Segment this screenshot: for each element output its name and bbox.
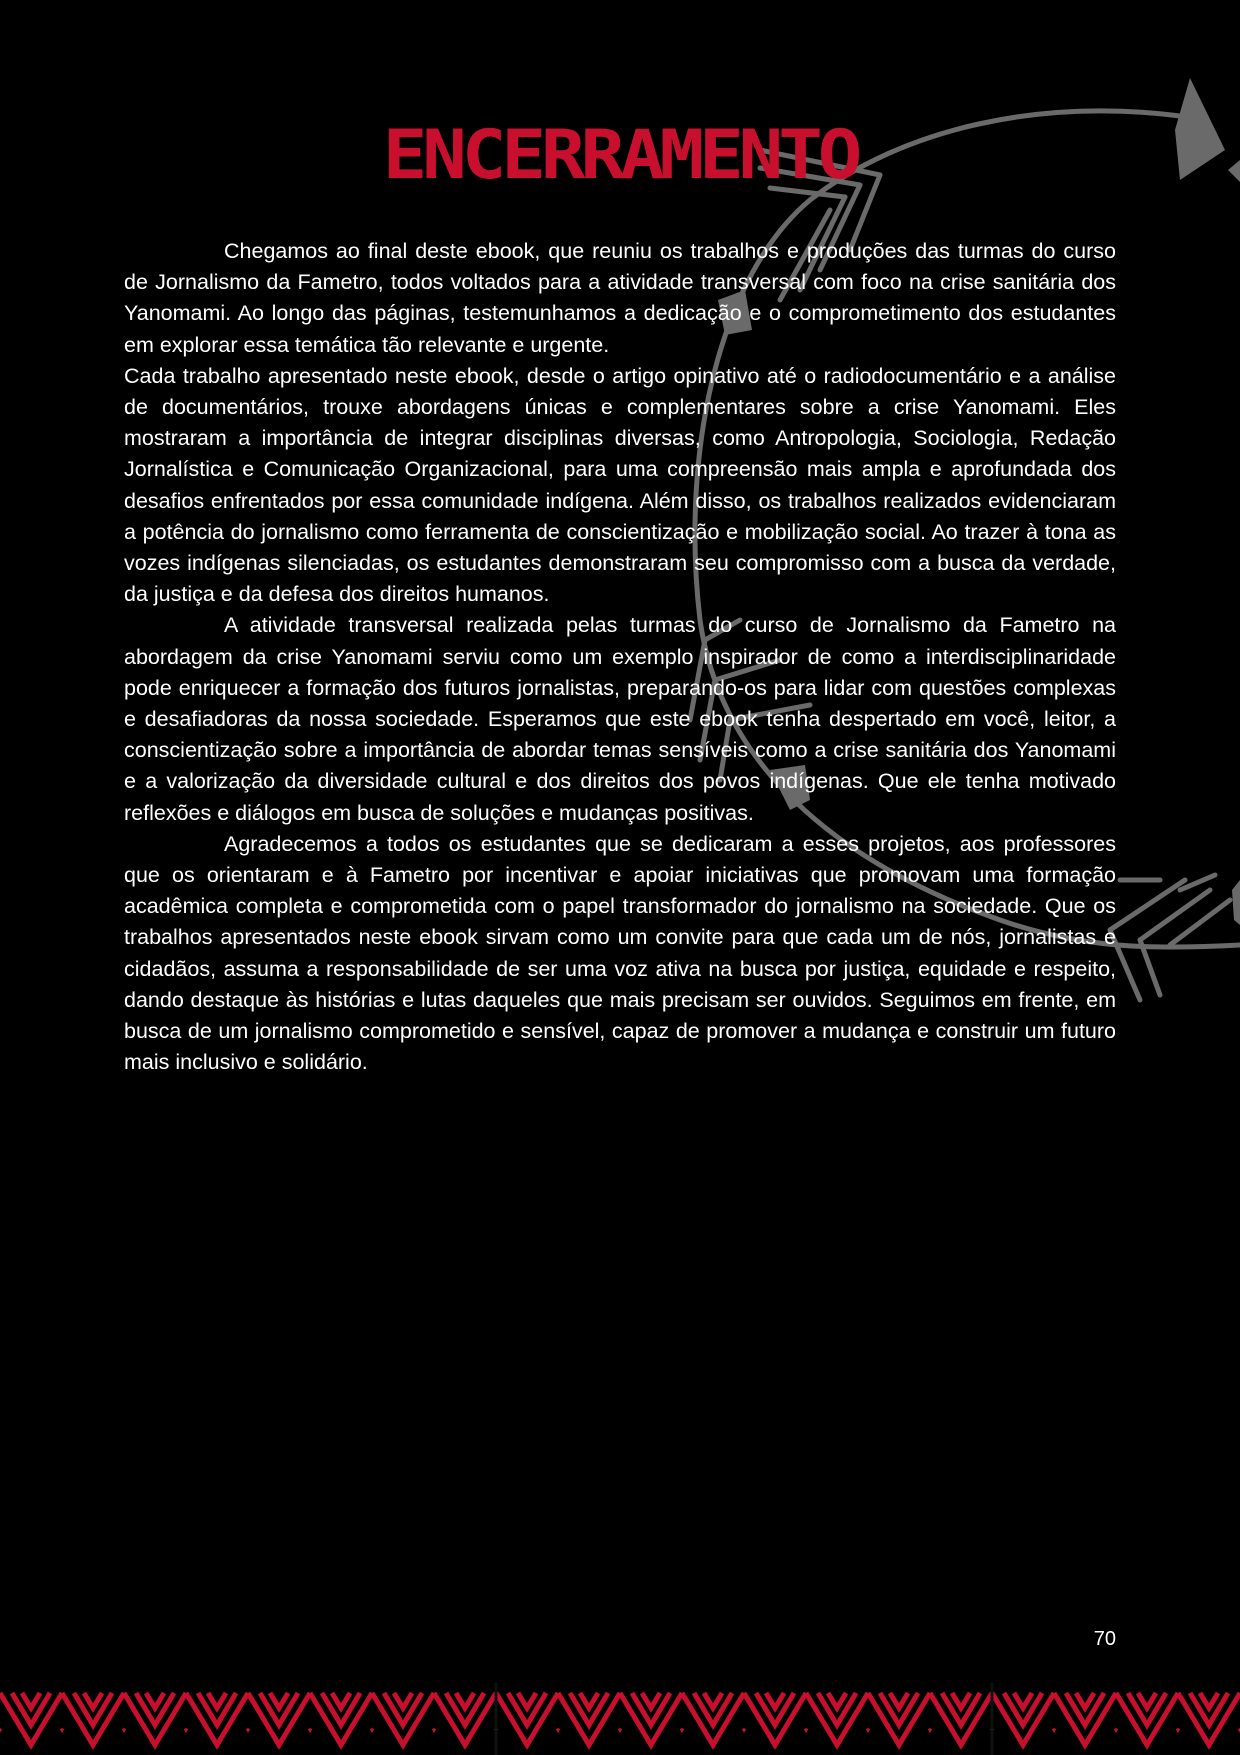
paragraph: Agradecemos a todos os estudantes que se dedicaram a esses projetos, aos professores que os orientaram e à Fametro por incentivar e apoiar iniciativas que promovam uma formação acadêmica completa e comprometida com o papel transformador do jornalismo na sociedade. Que os trabalhos apresentados neste ebook sirvam como um convite para que cada um de nós, jornalistas e cidadãos, assuma a responsabilidade de ser uma voz ativa na busca por justiça, equidade e respeito, dando destaque às histórias e lutas daqueles que mais precisam ser ouvidos. Seguimos em frente, em busca de um jornalismo comprometido e sensível, capaz de promover a mudança e construir um futuro mais inclusivo e solidário. xyxy=(124,831,1116,1075)
page-title: ENCERRAMENTO xyxy=(382,115,858,195)
page-number: 70 xyxy=(1093,1628,1116,1650)
zigzag-pattern-border xyxy=(0,1683,1240,1755)
body-text xyxy=(124,236,1116,1078)
paragraph: A atividade transversal realizada pelas turmas do curso de Jornalismo da Fametro na abordagem da crise Yanomami serviu como um exemplo inspirador de como a interdisciplinaridade pode enriquecer a formação dos futuros jornalistas, preparando-os para lidar com questões complexas e desafiadoras da nossa sociedade. Esperamos que este ebook tenha despertado em você, leitor, a conscientização sobre a importância de abordar temas sensíveis como a crise sanitária dos Yanomami e a valorização da diversidade cultural e dos direitos dos povos indígenas. Que ele tenha motivado reflexões e diálogos em busca de soluções e mudanças positivas. xyxy=(124,613,1116,825)
paragraph: Chegamos ao final deste ebook, que reuniu os trabalhos e produções das turmas do curso de Jornalismo da Fametro, todos voltados para a atividade transversal com foco na crise sanitária dos Yanomami. Ao longo das páginas, testemunhamos a dedicação e o comprometimento dos estudantes em explorar essa temática tão relevante e urgente. xyxy=(124,239,1116,357)
paragraph: Cada trabalho apresentado neste ebook, desde o artigo opinativo até o radiodocumentário e a análise de documentários, trouxe abordagens únicas e complementares sobre a crise Yanomami. Eles mostraram a importância de integrar disciplinas diversas, como Antropologia, Sociologia, Redação Jornalística e Comunicação Organizacional, para uma compreensão mais ampla e aprofundada dos desafios enfrentados por essa comunidade indígena. Além disso, os trabalhos realizados evidenciaram a potência do jornalismo como ferramenta de conscientização e mobilização social. Ao trazer à tona as vozes indígenas silenciadas, os estudantes demonstraram seu compromisso com a busca da verdade, da justiça e da defesa dos direitos humanos. xyxy=(124,363,1116,607)
